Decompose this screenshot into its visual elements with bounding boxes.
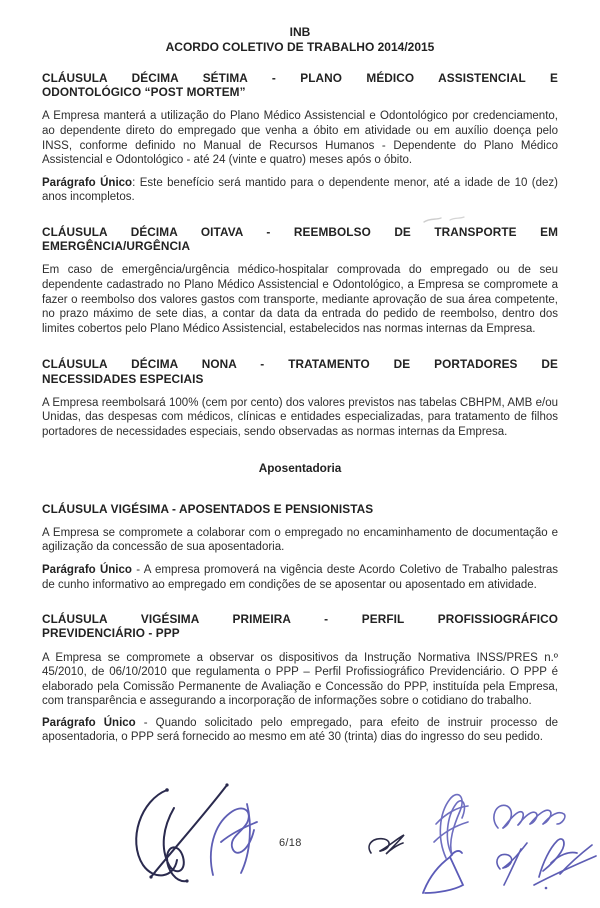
paragrafo-unico-label: Parágrafo Único — [42, 716, 136, 729]
paragrafo-unico-text: : Este benefício será mantido para o dependente menor, até a idade de 10 (dez) anos incompletos. — [42, 176, 559, 204]
paragrafo-unico-text: - Quando solicitado pelo empregado, para efeito de instruir processo de aposentadoria, o PPP será fornecido ao mesmo em até 30 (trinta) dias do ingresso do seu pedido. — [42, 716, 558, 744]
signature-2-icon — [211, 804, 257, 875]
clause-19-heading-line1: CLÁUSULA DÉCIMA NONA - TRATAMENTO DE PORTADORES DE — [42, 357, 558, 372]
clause-18-heading — [42, 225, 558, 253]
clause-19-body: A Empresa reembolsará 100% (cem por cento) dos valores previstos nas tabelas CBHPM, AMB e/ou Unidas, das despesas com médicos, clínicas e entidades especializadas, para tratamento de filhos portadores de necessidades especiais, sendo observadas as normas internas da Empresa. — [42, 396, 558, 438]
page-number: 6/18 — [279, 837, 302, 849]
section-heading-aposentadoria: Aposentadoria — [258, 460, 342, 475]
signature-8-icon — [534, 839, 596, 889]
clause-21-heading-line1: CLÁUSULA VIGÉSIMA PRIMEIRA - PERFIL PROFISSIOGRÁFICO — [42, 612, 558, 627]
clause-21-paragrafo-unico — [42, 716, 558, 745]
signature-7-icon — [497, 843, 527, 885]
clause-17-heading — [42, 71, 558, 99]
clause-20-heading — [42, 502, 558, 516]
clause-20-paragrafo-unico — [42, 563, 558, 592]
clause-20-heading-line1: CLÁUSULA VIGÉSIMA - APOSENTADOS E PENSIONISTAS — [42, 501, 374, 516]
clause-21-heading-line2: PREVIDENCIÁRIO - PPP — [42, 626, 180, 641]
paragrafo-unico-label: Parágrafo Único — [42, 176, 133, 189]
signature-6-icon — [494, 805, 565, 828]
clause-18-body: Em caso de emergência/urgência médico-hospitalar comprovada do empregado ou de seu dependente cadastrado no Plano Médico Assistencial e Odontológico, a Empresa se compromete a fazer o reembolso dos valores gastos com transporte, mediante aprovação de sua área competente, no prazo máximo de sete dias, a contar da data da entrada do pedido de reembolso, dentro dos limites cobertos pelo Plano Médico Assistencial, estabelecidos nas normas internas da Empresa. — [42, 264, 558, 335]
clause-21 — [42, 612, 558, 745]
clause-17 — [42, 71, 558, 205]
clause-19 — [42, 357, 558, 439]
clause-17-body: A Empresa manterá a utilização do Plano Médico Assistencial e Odontológico por credenciamento, ao dependente direto do empregado que venha a óbito em atividade ou em auxílio doença pelo INSS, conforme definido no Manual de Recursos Humanos - Dependente do Plano Médico Assistencial e Odontológico - até 24 (vinte e quatro) meses após o óbito. — [42, 110, 558, 167]
signature-1-icon — [136, 783, 228, 882]
document-header — [42, 25, 558, 54]
clause-19-heading-line2: NECESSIDADES ESPECIAIS — [42, 371, 204, 386]
paragrafo-unico-text: - A empresa promoverá na vigência deste Acordo Coletivo de Trabalho palestras de cunho informativo ao empregado em condições de se aposentar ou aposentado em atividade. — [42, 563, 558, 591]
clause-21-body: A Empresa se compromete a observar os dispositivos da Instrução Normativa INSS/PRES n.º 45/2010, de 06/10/2010 que regulamenta o PPP – Perfil Profissiográfico Previdenciário. O PPP é elaborado pela Comissão Permanente de Avaliação e Concessão do PPP, instituída pela Empresa, com transparência e assegurando a incorporação de informações sobre o cotidiano do trabalho. — [42, 651, 558, 708]
clause-18-heading-line2: EMERGÊNCIA/URGÊNCIA — [42, 239, 191, 254]
signature-5-icon — [423, 851, 463, 893]
org-name: INB — [289, 25, 311, 39]
document-content — [42, 0, 558, 745]
clause-17-heading-line1: CLÁUSULA DÉCIMA SÉTIMA - PLANO MÉDICO ASSISTENCIAL E — [42, 71, 558, 85]
clause-17-paragrafo-unico — [42, 176, 558, 205]
clause-19-heading — [42, 357, 558, 385]
signature-3-icon — [369, 835, 404, 854]
paragrafo-unico-label: Parágrafo Único — [42, 563, 132, 576]
clause-17-heading-line2: ODONTOLÓGICO “POST MORTEM” — [42, 85, 246, 100]
clause-21-heading — [42, 612, 558, 640]
document-title: ACORDO COLETIVO DE TRABALHO 2014/2015 — [165, 39, 435, 54]
clause-20 — [42, 502, 558, 593]
clause-18-heading-line1: CLÁUSULA DÉCIMA OITAVA - REEMBOLSO DE TRANSPORTE EM — [42, 224, 558, 239]
signature-4-icon — [434, 795, 468, 858]
clause-20-body: A Empresa se compromete a colaborar com o empregado no encaminhamento de documentação e agilização da concessão de sua aposentadoria. — [42, 526, 558, 554]
clause-18 — [42, 225, 558, 336]
